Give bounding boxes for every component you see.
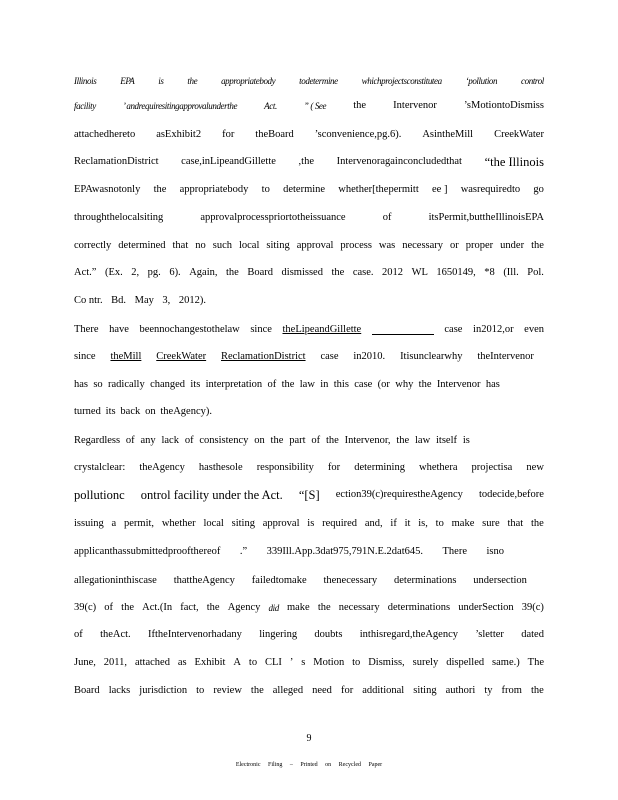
word: theAgency bbox=[139, 462, 185, 473]
word: the bbox=[187, 76, 198, 86]
word: dispelled bbox=[446, 657, 485, 668]
word: ReclamationDistrict bbox=[221, 351, 306, 362]
word: projectisa bbox=[471, 462, 513, 473]
line-2 bbox=[74, 99, 544, 113]
word: AsintheMill bbox=[422, 129, 474, 140]
word: itsPermit,buttheIllinoisEPA bbox=[428, 212, 544, 223]
word: 6). bbox=[169, 267, 181, 278]
word: and, bbox=[364, 518, 383, 529]
word: ” ( See bbox=[303, 101, 327, 111]
word: issuing bbox=[74, 518, 104, 529]
word: such bbox=[212, 240, 232, 251]
word: lacks bbox=[108, 685, 131, 696]
word: the bbox=[530, 685, 544, 696]
line-14 bbox=[74, 434, 470, 448]
word: Itisunclearwhy bbox=[400, 351, 463, 362]
word: correctly bbox=[74, 240, 112, 251]
word: review bbox=[213, 685, 242, 696]
line-11 bbox=[74, 350, 534, 364]
word: inthisregard,theAgency bbox=[359, 629, 459, 640]
word: the bbox=[530, 518, 544, 529]
word: pg. bbox=[147, 267, 161, 278]
word: Intervenor, bbox=[344, 435, 391, 446]
word: whether[thepermitt bbox=[338, 184, 419, 195]
word: the bbox=[121, 602, 134, 613]
word: There bbox=[74, 324, 99, 335]
line-18 bbox=[74, 545, 504, 559]
word: the bbox=[250, 685, 264, 696]
word: facility bbox=[74, 101, 96, 111]
word: attachedhereto bbox=[74, 129, 136, 140]
word: since bbox=[250, 324, 272, 335]
word: ty bbox=[484, 685, 493, 696]
word: is, bbox=[418, 518, 428, 529]
word: case. bbox=[352, 267, 374, 278]
word: ’ bbox=[289, 657, 294, 668]
word: the bbox=[226, 267, 239, 278]
word: Regardless bbox=[74, 435, 121, 446]
word: thenecessary bbox=[323, 575, 378, 586]
line-8 bbox=[74, 266, 544, 280]
word: necessary bbox=[338, 602, 380, 613]
word: fact, bbox=[180, 602, 199, 613]
word: ReclamationDistrict bbox=[74, 156, 159, 167]
word: asExhibit2 bbox=[156, 129, 202, 140]
word: of bbox=[267, 379, 277, 390]
word: jurisdiction bbox=[139, 685, 188, 696]
word: of bbox=[311, 435, 321, 446]
word: theLipeandGillette bbox=[282, 324, 362, 335]
word: applicanthassubmittedproofthereof bbox=[74, 546, 221, 557]
line-5 bbox=[74, 183, 544, 197]
word: Board bbox=[247, 267, 274, 278]
word: a bbox=[111, 518, 117, 529]
word: May bbox=[134, 295, 154, 306]
word: to bbox=[261, 184, 270, 195]
word: 39(c) bbox=[74, 602, 97, 613]
line-20 bbox=[74, 601, 544, 615]
word: need bbox=[312, 685, 332, 696]
word: the bbox=[353, 100, 367, 111]
word: case bbox=[320, 351, 339, 362]
word: dated bbox=[521, 629, 544, 640]
word: doubts bbox=[314, 629, 343, 640]
word: The bbox=[527, 657, 544, 668]
line-21 bbox=[74, 628, 544, 642]
word: appropriatebody bbox=[221, 76, 276, 86]
word bbox=[372, 323, 434, 335]
line-17 bbox=[74, 517, 544, 531]
word: ’sMotiontoDismiss bbox=[464, 100, 544, 111]
word: changed bbox=[150, 379, 186, 390]
word: WL bbox=[411, 267, 428, 278]
word: if bbox=[390, 518, 397, 529]
word: lingering bbox=[259, 629, 298, 640]
line-12 bbox=[74, 378, 500, 392]
word: back bbox=[120, 406, 141, 417]
word: the bbox=[153, 184, 167, 195]
word: (or bbox=[377, 379, 390, 390]
word: of bbox=[184, 435, 194, 446]
word: local bbox=[238, 240, 260, 251]
word: approval bbox=[296, 240, 334, 251]
word: responsibility bbox=[256, 462, 314, 473]
word: Board bbox=[74, 685, 100, 696]
word: in2010. bbox=[353, 351, 386, 362]
word: determining bbox=[354, 462, 405, 473]
word: .” bbox=[239, 546, 248, 557]
word: theBoard bbox=[255, 129, 294, 140]
word: throughthelocalsiting bbox=[74, 212, 164, 223]
word: is bbox=[158, 76, 164, 86]
word: ‘pollution bbox=[465, 76, 498, 86]
word: any bbox=[140, 435, 156, 446]
word: the bbox=[418, 379, 432, 390]
word: to bbox=[248, 657, 258, 668]
word: ection39(c)requirestheAgency bbox=[335, 489, 463, 500]
word: no bbox=[195, 240, 206, 251]
word: lack bbox=[161, 435, 179, 446]
word: EPA bbox=[120, 76, 135, 86]
word: the bbox=[531, 240, 544, 251]
line-22 bbox=[74, 656, 544, 670]
word: thattheAgency bbox=[173, 575, 235, 586]
word: A bbox=[233, 657, 241, 668]
word: for bbox=[327, 462, 341, 473]
line-1 bbox=[74, 74, 544, 88]
word: the bbox=[396, 435, 410, 446]
word: radically bbox=[108, 379, 145, 390]
line-7 bbox=[74, 239, 544, 253]
word: whichprojectsconstitutea bbox=[361, 76, 442, 86]
word: part bbox=[289, 435, 306, 446]
word: on bbox=[254, 435, 265, 446]
word: Again, bbox=[189, 267, 218, 278]
word: its bbox=[190, 379, 201, 390]
word: that bbox=[507, 518, 524, 529]
word: so bbox=[93, 379, 103, 390]
word: approvalprocesspriortotheissuance bbox=[200, 212, 346, 223]
word: itself bbox=[436, 435, 458, 446]
word: 39(c) bbox=[521, 602, 544, 613]
word: CreekWater bbox=[494, 129, 544, 140]
word: under bbox=[500, 240, 525, 251]
word: law bbox=[415, 435, 431, 446]
word: isno bbox=[486, 546, 504, 557]
word: even bbox=[524, 324, 544, 335]
word: theIntervenor bbox=[477, 351, 534, 362]
word: was bbox=[378, 240, 396, 251]
word: control bbox=[521, 76, 544, 86]
word: There bbox=[442, 546, 467, 557]
word: 2, bbox=[131, 267, 140, 278]
word: proper bbox=[465, 240, 494, 251]
word: the bbox=[206, 602, 220, 613]
word: the bbox=[331, 267, 345, 278]
word: surely bbox=[412, 657, 439, 668]
word: consistency bbox=[199, 435, 249, 446]
word: its bbox=[105, 406, 116, 417]
word: wasrequiredto bbox=[460, 184, 521, 195]
word: theAgency). bbox=[160, 406, 212, 417]
word: of bbox=[104, 602, 114, 613]
word: 2012 bbox=[382, 267, 404, 278]
word: siting bbox=[266, 240, 290, 251]
word: for bbox=[222, 129, 235, 140]
word: Illinois bbox=[74, 76, 97, 86]
line-9 bbox=[74, 294, 206, 308]
word: dismissed bbox=[281, 267, 323, 278]
word: to bbox=[196, 685, 205, 696]
word: crystalclear: bbox=[74, 462, 126, 473]
line-3 bbox=[74, 128, 544, 142]
word: ’ andrequiresitingapprovalunderthe bbox=[122, 101, 238, 111]
word: “[S] bbox=[298, 488, 320, 502]
word: Co ntr. bbox=[74, 295, 103, 306]
word: of bbox=[74, 629, 83, 640]
word: have bbox=[109, 324, 129, 335]
word: Exhibit bbox=[194, 657, 226, 668]
word: since bbox=[74, 351, 96, 362]
word: to bbox=[352, 657, 361, 668]
word: turned bbox=[74, 406, 101, 417]
line-13 bbox=[74, 405, 212, 419]
word: from bbox=[501, 685, 522, 696]
word: alleged bbox=[272, 685, 304, 696]
word: to bbox=[435, 518, 444, 529]
word: todecide,before bbox=[478, 489, 544, 500]
word: of bbox=[125, 435, 135, 446]
word: same.) bbox=[492, 657, 520, 668]
word: CreekWater bbox=[156, 351, 207, 362]
word: as bbox=[177, 657, 187, 668]
word: this bbox=[333, 379, 349, 390]
word: pollutionc bbox=[74, 488, 125, 502]
word: CLI bbox=[265, 657, 282, 668]
word: undersection bbox=[473, 575, 527, 586]
word: 3, bbox=[162, 295, 171, 306]
word: 2012). bbox=[178, 295, 206, 306]
word: theAct. bbox=[100, 629, 131, 640]
word: *8 bbox=[484, 267, 495, 278]
word: law bbox=[299, 379, 315, 390]
word: is bbox=[462, 435, 470, 446]
word: (Ill. bbox=[503, 267, 519, 278]
word: Bd. bbox=[111, 295, 127, 306]
word: case,inLipeandGillette bbox=[181, 156, 276, 167]
word: the bbox=[317, 602, 331, 613]
word: hasthesole bbox=[198, 462, 243, 473]
word: 2011, bbox=[103, 657, 128, 668]
word: or bbox=[450, 240, 459, 251]
word: make bbox=[451, 518, 475, 529]
word: has bbox=[74, 379, 88, 390]
word: underSection bbox=[458, 602, 514, 613]
word: ee ] bbox=[432, 184, 448, 195]
footer-note: Electronic Filing – Printed on Recycled Paper bbox=[235, 762, 383, 768]
word: additional bbox=[362, 685, 405, 696]
word: determined bbox=[118, 240, 166, 251]
word: the bbox=[325, 435, 339, 446]
word: Intervenor bbox=[393, 100, 437, 111]
word: that bbox=[172, 240, 189, 251]
line-10 bbox=[74, 323, 544, 337]
word: theMill bbox=[110, 351, 142, 362]
word: siting bbox=[231, 518, 255, 529]
word: for bbox=[340, 685, 354, 696]
word: make bbox=[286, 602, 310, 613]
word: go bbox=[533, 184, 544, 195]
word: failedtomake bbox=[251, 575, 307, 586]
word: the bbox=[270, 435, 284, 446]
line-19 bbox=[74, 574, 527, 588]
word: ,the bbox=[298, 156, 314, 167]
word: authori bbox=[445, 685, 476, 696]
word: ontrol facility under the Act. bbox=[140, 488, 283, 502]
word: EPAwasnotonly bbox=[74, 184, 141, 195]
word: Dismiss, bbox=[368, 657, 405, 668]
word: why bbox=[395, 379, 414, 390]
word: s bbox=[301, 657, 306, 668]
word: process bbox=[340, 240, 372, 251]
word: 1650149, bbox=[436, 267, 476, 278]
word: determinations bbox=[394, 575, 457, 586]
word: todetermine bbox=[299, 76, 338, 86]
word: whether bbox=[161, 518, 196, 529]
word: sure bbox=[482, 518, 500, 529]
word: Pol. bbox=[527, 267, 544, 278]
word: has bbox=[485, 379, 500, 390]
word: siting bbox=[413, 685, 437, 696]
word: IftheIntervenorhadany bbox=[148, 629, 242, 640]
line-4 bbox=[74, 155, 544, 169]
word: Intervenor bbox=[436, 379, 481, 390]
word: on bbox=[145, 406, 156, 417]
word: whethera bbox=[419, 462, 458, 473]
word: (Ex. bbox=[104, 267, 123, 278]
word: case bbox=[444, 324, 463, 335]
line-16 bbox=[74, 488, 544, 502]
word: Intervenoragainconcludedthat bbox=[336, 156, 462, 167]
word: Motion bbox=[313, 657, 345, 668]
word: ’sconvenience,pg.6). bbox=[314, 129, 402, 140]
word: Act. bbox=[264, 101, 277, 111]
word: ’sletter bbox=[475, 629, 504, 640]
word: the bbox=[281, 379, 295, 390]
word: Agency bbox=[227, 602, 261, 613]
word: new bbox=[526, 462, 544, 473]
word: determine bbox=[283, 184, 326, 195]
word: of bbox=[382, 212, 392, 223]
word: Act.(In bbox=[142, 602, 173, 613]
word: “the Illinois bbox=[484, 155, 544, 169]
word: allegationinthiscase bbox=[74, 575, 157, 586]
word: attached bbox=[134, 657, 170, 668]
word: June, bbox=[74, 657, 96, 668]
word: appropriatebody bbox=[179, 184, 249, 195]
line-6 bbox=[74, 211, 544, 225]
word: Act.” bbox=[74, 267, 97, 278]
word: beennochangestothelaw bbox=[139, 324, 240, 335]
word: local bbox=[203, 518, 224, 529]
word: in bbox=[320, 379, 329, 390]
word: it bbox=[404, 518, 411, 529]
page-number: 9 bbox=[306, 733, 312, 744]
line-23 bbox=[74, 684, 544, 698]
word: 339Ill.App.3dat975,791N.E.2dat645. bbox=[266, 546, 423, 557]
word: case bbox=[354, 379, 373, 390]
word: required bbox=[322, 518, 358, 529]
word: did bbox=[268, 603, 279, 613]
word: approval bbox=[262, 518, 300, 529]
line-15 bbox=[74, 461, 544, 475]
word: is bbox=[307, 518, 315, 529]
word: necessary bbox=[402, 240, 444, 251]
word: interpretation bbox=[205, 379, 263, 390]
word: determinations bbox=[387, 602, 451, 613]
word: in2012,or bbox=[473, 324, 514, 335]
word: permit, bbox=[124, 518, 155, 529]
